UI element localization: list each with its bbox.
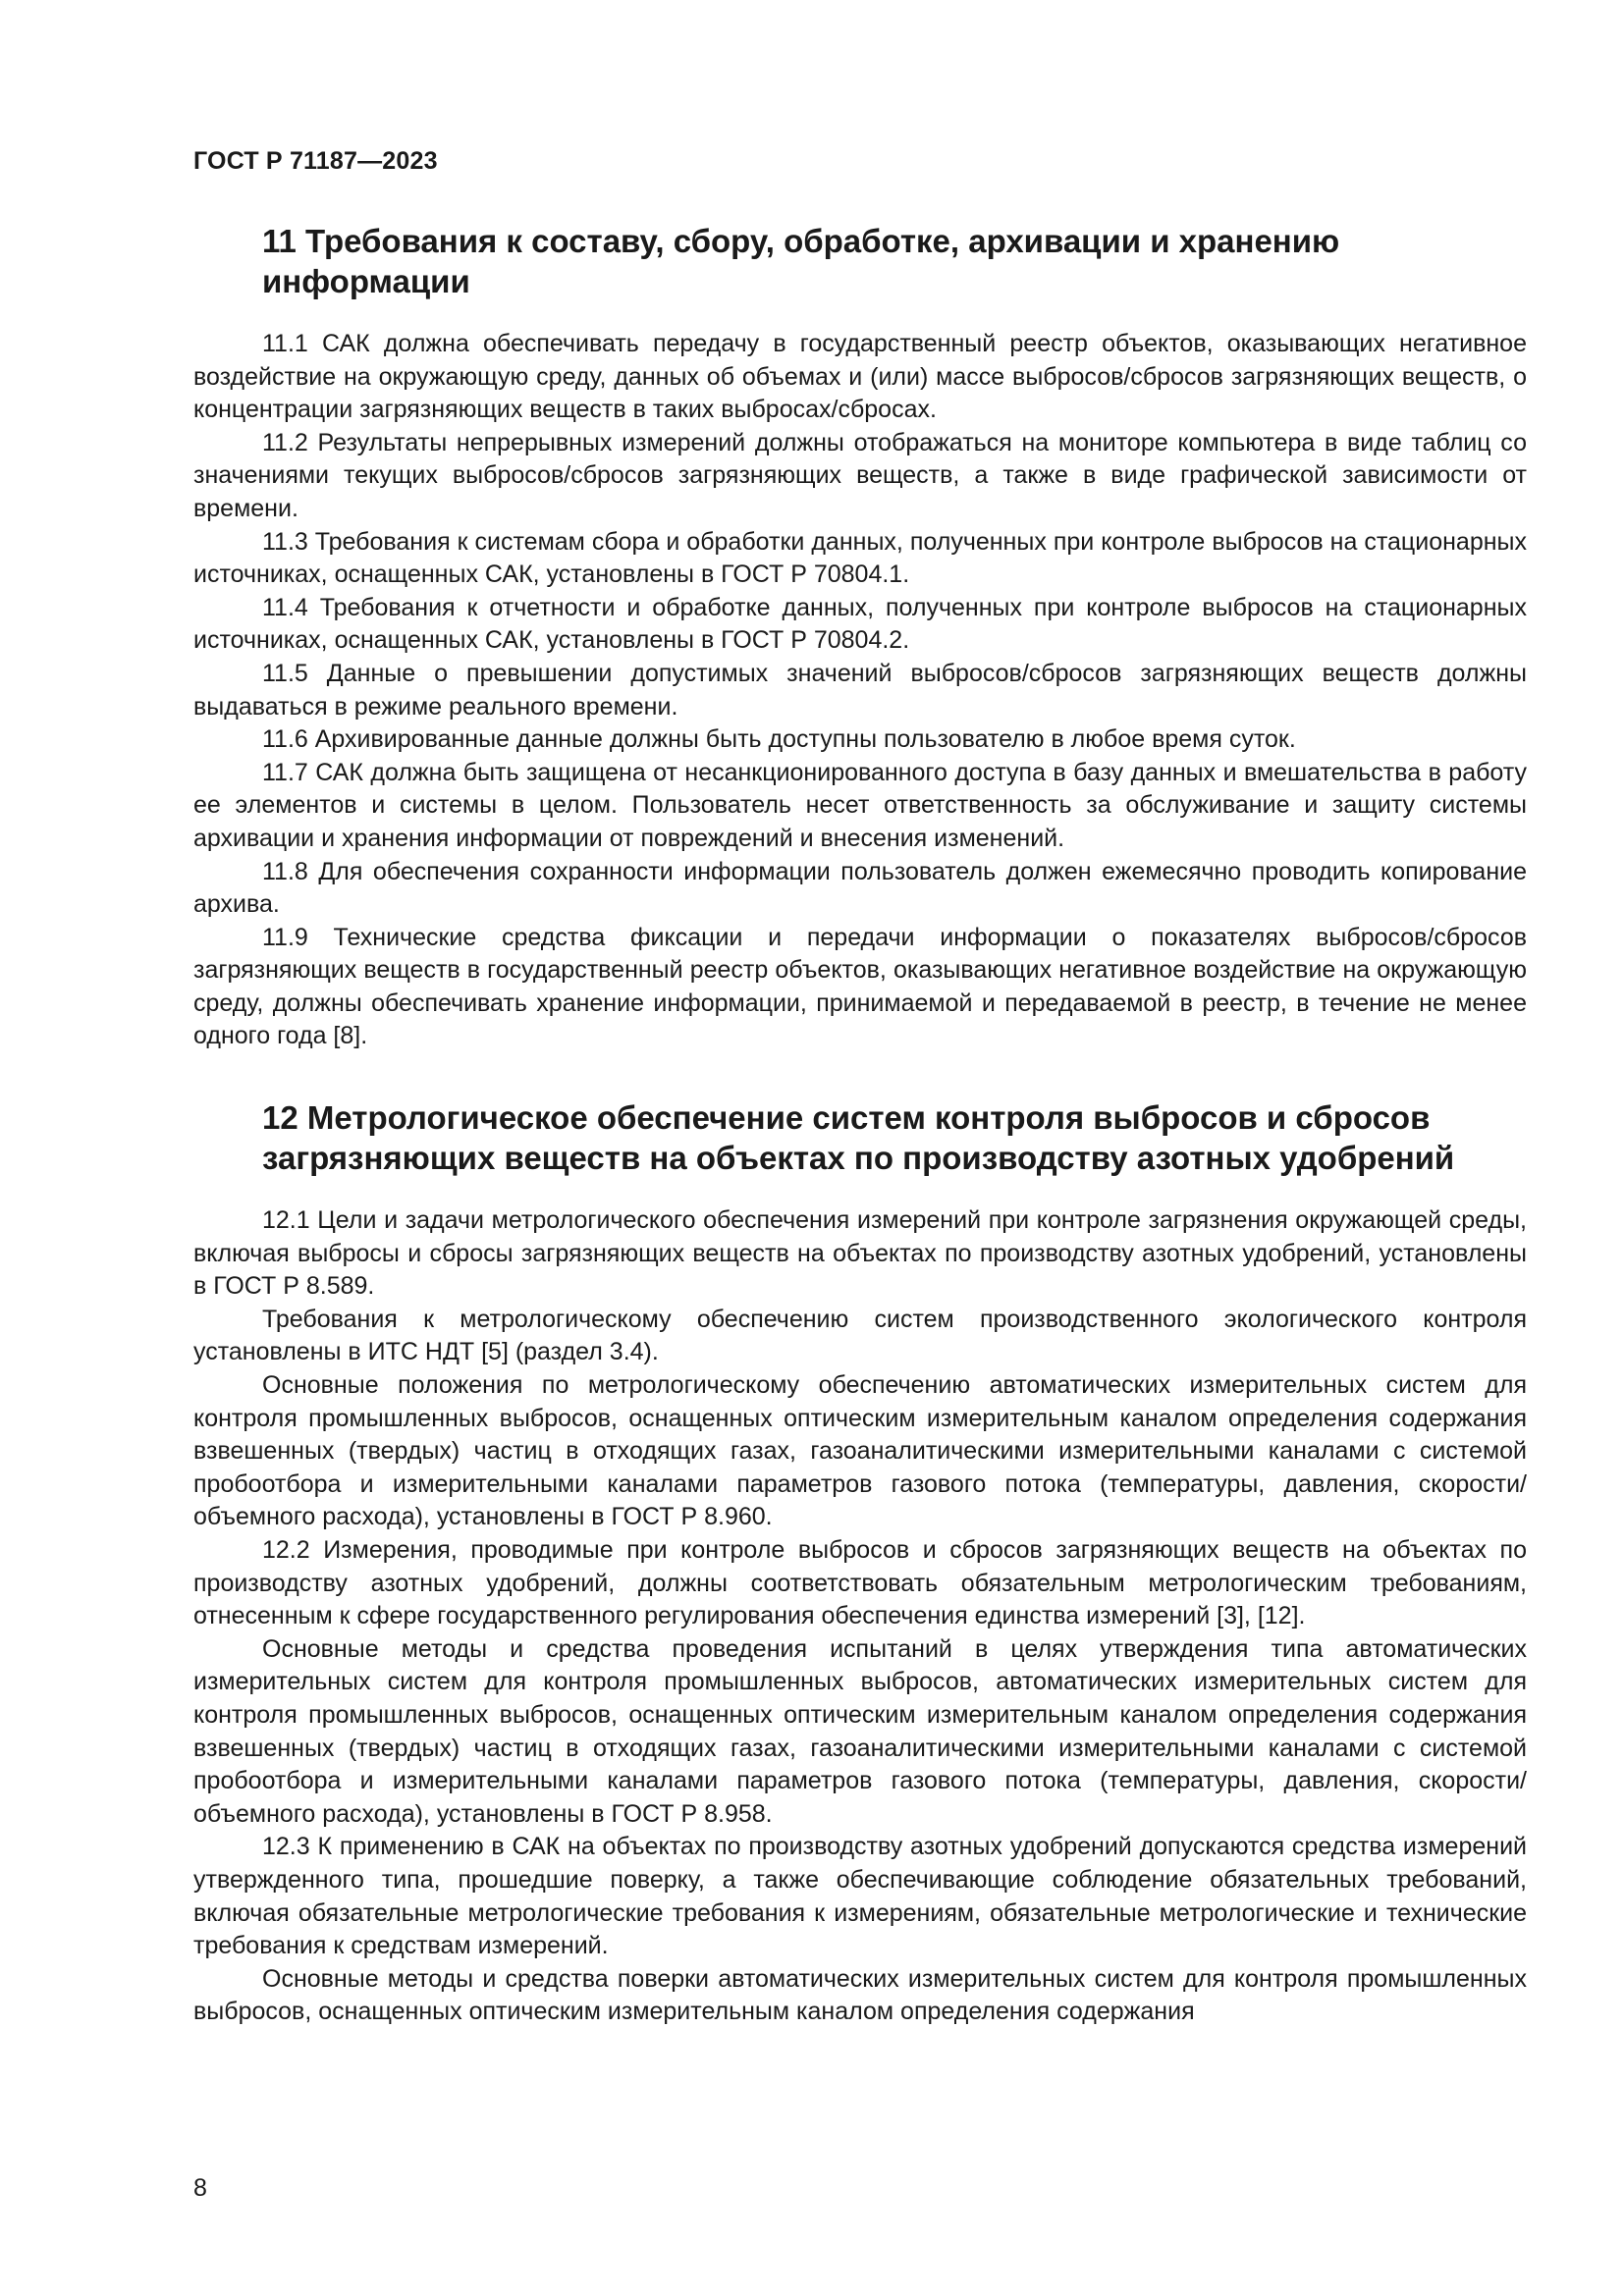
paragraph-11-5: 11.5 Данные о превышении допустимых значений выбросов/сбросов загрязняющих веществ должны выдаваться в режиме реального времени. — [193, 659, 1527, 721]
paragraph-12-2-methods: Основные методы и средства проведения испытаний в целях утверждения типа автоматических измерительных систем для контроля промышленных выбросов, автоматических измерительных систем для контроля промышленных выбросов, оснащенных оптическим измерительным каналом определения содержания взвешенных (твердых) частиц в отходящих газах, газоаналитическими измерительными каналами с системой пробоотбора и измерительными каналами параметров газового потока (температуры, давления, скорости/объемного расхода), установлены в ГОСТ Р 8.958. — [193, 1634, 1527, 1828]
page-number: 8 — [193, 2174, 207, 2202]
paragraph-12-1-requirements: Требования к метрологическому обеспечению систем производственного экологического контроля установлены в ИТС НДТ [5] (раздел 3.4). — [193, 1305, 1527, 1366]
section-11-title: 11 Требования к составу, сбору, обработке, архивации и хранению информации — [262, 223, 1340, 299]
paragraph-12-1-provisions: Основные положения по метрологическому обеспечению автоматических измерительных систем для контроля промышленных выбросов, оснащенных оптическим измерительным каналом определения содержания взвешенных (твердых) частиц в отходящих газах, газоаналитическими измерительными каналами с системой пробоотбора и измерительными каналами параметров газового потока (температуры, давления, скорости/объемного расхода), установлены в ГОСТ Р 8.960. — [193, 1371, 1527, 1531]
page-content — [193, 221, 1527, 2029]
paragraph-11-2: 11.2 Результаты непрерывных измерений должны отображаться на мониторе компьютера в виде таблиц со значениями текущих выбросов/сбросов загрязняющих веществ, а также в виде графической зависимости от времени. — [193, 428, 1527, 522]
paragraph-11-4: 11.4 Требования к отчетности и обработке данных, полученных при контроле выбросов на стационарных источниках, оснащенных САК, установлены в ГОСТ Р 70804.2. — [193, 593, 1527, 655]
paragraph-11-7: 11.7 САК должна быть защищена от несанкционированного доступа в базу данных и вмешательства в работу ее элементов и системы в целом. Пользователь несет ответственность за обслуживание и защиту системы архивации и хранения информации от повреждений и внесения изменений. — [193, 758, 1527, 852]
paragraph-12-3: 12.3 К применению в САК на объектах по производству азотных удобрений допускаются средства измерений утвержденного типа, прошедшие поверку, а также обеспечивающие соблюдение обязательных требований, включая обязательные метрологические требования к измерениям, обязательные метрологические и технические требования к средствам измерений. — [193, 1833, 1527, 1960]
document-code-header: ГОСТ Р 71187—2023 — [193, 147, 438, 175]
paragraph-11-8: 11.8 Для обеспечения сохранности информации пользователь должен ежемесячно проводить копирование архива. — [193, 857, 1527, 919]
paragraph-11-3: 11.3 Требования к системам сбора и обработки данных, полученных при контроле выбросов на стационарных источниках, оснащенных САК, установлены в ГОСТ Р 70804.1. — [193, 527, 1527, 589]
paragraph-11-9: 11.9 Технические средства фиксации и передачи информации о показателях выбросов/сбросов загрязняющих веществ в государственный реестр объектов, оказывающих негативное воздействие на окружающую среду, должны обеспечивать хранение информации, принимаемой и передаваемой в реестр, в течение не менее одного года [8]. — [193, 923, 1527, 1050]
paragraph-12-2: 12.2 Измерения, проводимые при контроле выбросов и сбросов загрязняющих веществ на объектах по производству азотных удобрений, должны соответствовать обязательным метрологическим требованиям, отнесенным к сфере государственного регулирования обеспечения единства измерений [3], [12]. — [193, 1536, 1527, 1630]
paragraph-12-3-verification: Основные методы и средства поверки автоматических измерительных систем для контроля промышленных выбросов, оснащенных оптическим измерительным каналом определения содержания — [193, 1964, 1527, 2026]
section-12-title: 12 Метрологическое обеспечение систем контроля выбросов и сбросов загрязняющих веществ на объектах по производству азотных удобрений — [262, 1099, 1455, 1177]
paragraph-11-1: 11.1 САК должна обеспечивать передачу в государственный реестр объектов, оказывающих негативное воздействие на окружающую среду, данных об объемах и (или) массе выбросов/сбросов загрязняющих веществ, о концентрации загрязняющих веществ в таких выбросах/сбросах. — [193, 330, 1527, 424]
paragraph-11-6: 11.6 Архивированные данные должны быть доступны пользователю в любое время суток. — [262, 725, 1296, 754]
section-11-body — [193, 328, 1527, 1053]
paragraph-12-1: 12.1 Цели и задачи метрологического обеспечения измерений при контроле загрязнения окружающей среды, включая выбросы и сбросы загрязняющих веществ на объектах по производству азотных удобрений, установлены в ГОСТ Р 8.589. — [193, 1206, 1527, 1301]
section-12-body — [193, 1204, 1527, 2029]
